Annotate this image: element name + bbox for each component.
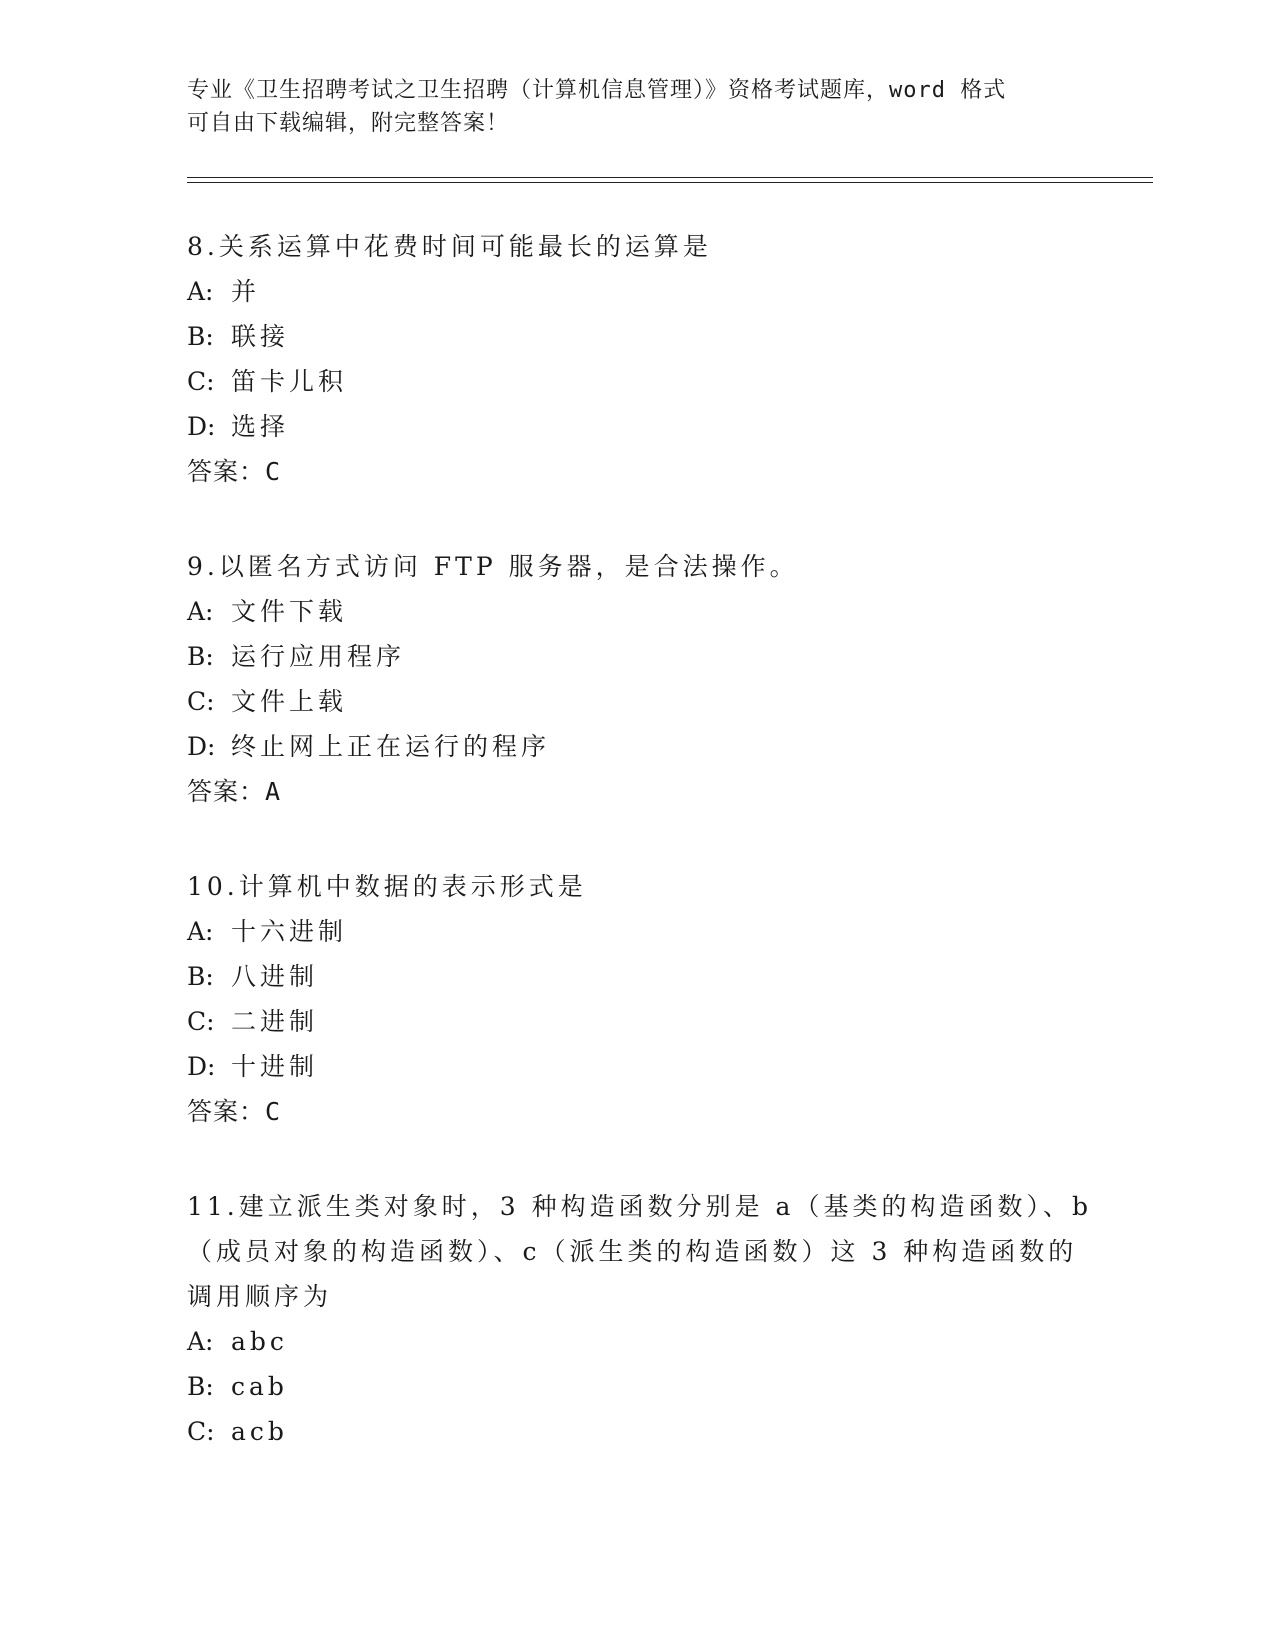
option-label: A: xyxy=(187,917,214,946)
option-text: 笛卡儿积 xyxy=(231,367,348,396)
question-11 xyxy=(187,1184,1092,1454)
question-stem: 9.以匿名方式访问 FTP 服务器，是合法操作。 xyxy=(187,552,799,581)
option-b xyxy=(187,1364,1087,1409)
option-label: A: xyxy=(187,597,214,626)
question-stem-line-2: （成员对象的构造函数）、c（派生类的构造函数）这 3 种构造函数的 xyxy=(187,1237,1078,1266)
option-c xyxy=(187,999,1087,1044)
option-label: B: xyxy=(187,962,214,991)
question-stem: 8.关系运算中花费时间可能最长的运算是 xyxy=(187,232,712,261)
option-d xyxy=(187,724,1087,769)
question-9 xyxy=(187,544,1087,814)
option-label: C: xyxy=(187,1007,215,1036)
option-d xyxy=(187,404,1087,449)
option-text: 八进制 xyxy=(231,962,319,991)
option-text: 并 xyxy=(231,277,261,306)
option-label: B: xyxy=(187,322,214,351)
answer: 答案：A xyxy=(187,777,282,806)
option-text: 十六进制 xyxy=(231,917,348,946)
question-stem-line-3: 调用顺序为 xyxy=(187,1282,333,1311)
option-label: A: xyxy=(187,1327,214,1356)
header-line-2: 可自由下载编辑，附完整答案！ xyxy=(187,111,510,136)
option-text: acb xyxy=(231,1417,288,1446)
option-a xyxy=(187,269,1087,314)
option-text: 运行应用程序 xyxy=(231,642,406,671)
option-text: 联接 xyxy=(231,322,290,351)
option-b xyxy=(187,634,1087,679)
option-c xyxy=(187,1409,1087,1454)
answer: 答案：C xyxy=(187,457,282,486)
question-10 xyxy=(187,864,1087,1134)
option-text: 十进制 xyxy=(231,1052,319,1081)
option-label: D: xyxy=(187,412,216,441)
option-text: cab xyxy=(231,1372,288,1401)
option-label: D: xyxy=(187,732,216,761)
option-d xyxy=(187,1044,1087,1089)
option-text: 选择 xyxy=(231,412,290,441)
option-a xyxy=(187,589,1087,634)
option-c xyxy=(187,679,1087,724)
option-label: C: xyxy=(187,367,215,396)
option-label: A: xyxy=(187,277,214,306)
option-text: abc xyxy=(231,1327,288,1356)
option-text: 二进制 xyxy=(231,1007,319,1036)
question-8 xyxy=(187,224,1087,494)
document-header xyxy=(187,74,1087,140)
option-a xyxy=(187,1319,1087,1364)
option-label: C: xyxy=(187,1417,215,1446)
question-stem-line-1: 11.建立派生类对象时，3 种构造函数分别是 a（基类的构造函数）、b xyxy=(187,1192,1092,1221)
option-b xyxy=(187,954,1087,999)
option-label: D: xyxy=(187,1052,216,1081)
option-c xyxy=(187,359,1087,404)
option-label: B: xyxy=(187,1372,214,1401)
header-line-1: 专业《卫生招聘考试之卫生招聘（计算机信息管理）》资格考试题库，word 格式 xyxy=(187,78,1007,103)
question-stem: 10.计算机中数据的表示形式是 xyxy=(187,872,587,901)
option-label: C: xyxy=(187,687,215,716)
option-text: 文件下载 xyxy=(231,597,348,626)
option-text: 终止网上正在运行的程序 xyxy=(231,732,551,761)
header-rule-top xyxy=(187,177,1153,178)
option-label: B: xyxy=(187,642,214,671)
option-text: 文件上载 xyxy=(231,687,348,716)
option-a xyxy=(187,909,1087,954)
answer: 答案：C xyxy=(187,1097,282,1126)
option-b xyxy=(187,314,1087,359)
header-rule-bottom xyxy=(187,182,1153,183)
